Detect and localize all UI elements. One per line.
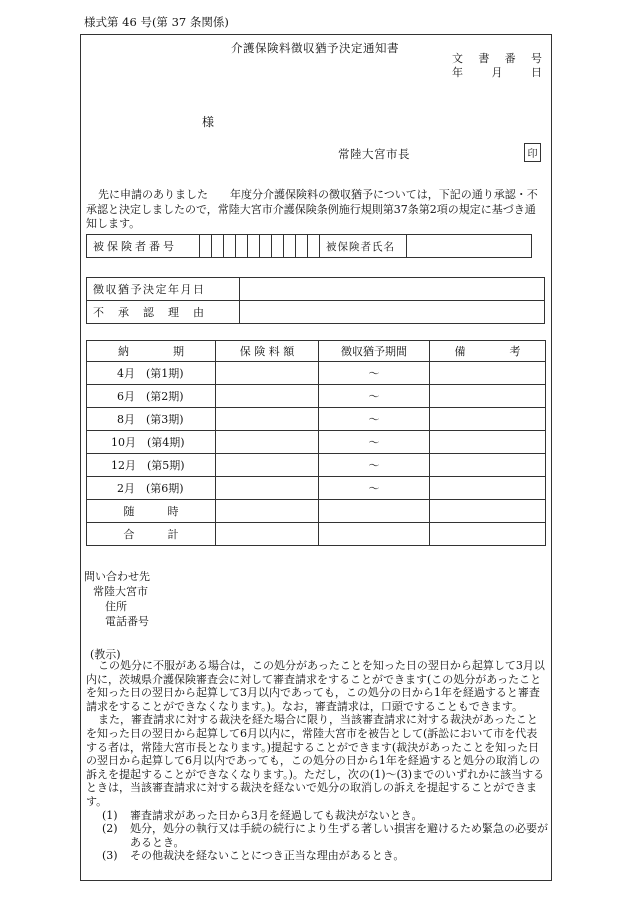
due-period-cell: 10月 (第4期) xyxy=(87,431,216,454)
deferral-period-cell[interactable]: ～ xyxy=(319,408,430,431)
notice-heading: (教示) xyxy=(90,648,121,661)
notice-paragraph: この処分に不服がある場合は，この処分があったことを知った日の翌日から起算して3月以内に，茨城県介護保険審査会に対して審査請求をすることができます(この処分があったことを知った日の翌日から起算して3月以内であっても，この処分の日から1年を経過すると審査請求をすることができなくなります。)。なお，審査請求は，口頭ですることもできます。 xyxy=(86,659,545,713)
remarks-cell[interactable] xyxy=(430,408,546,431)
header-remarks: 備 考 xyxy=(430,341,546,362)
decision-table xyxy=(86,277,545,324)
date-year: 年 xyxy=(452,66,463,79)
table-row xyxy=(87,454,546,477)
table-row xyxy=(87,431,546,454)
date-day: 日 xyxy=(531,66,542,79)
notice-paragraph: また，審査請求に対する裁決を経た場合に限り，当該審査請求に対する裁決があったことを知った日の翌日から起算して6月以内に，常陸大宮市を被告として(訴訟において市を代表する者は，常陸大宮市長となります。)提起することができます(裁決があったことを知った日の翌日から起算して6月以内であっても，この処分の日から1年を経過すると処分の取消しの訴えを提起することができなくなります。)。ただし，次の(1)～(3)までのいずれかに該当するときは，当該審査請求に対する裁決を経ないで処分の取消しの訴えを提起することができます。 xyxy=(86,713,545,808)
notice-item-number: (3) xyxy=(102,849,118,863)
premium-amount-cell[interactable] xyxy=(216,385,319,408)
notice-item xyxy=(86,849,548,863)
inquiry-block xyxy=(84,569,150,629)
table-row xyxy=(87,385,546,408)
remarks-cell[interactable] xyxy=(430,523,546,546)
deferral-period-cell[interactable] xyxy=(319,500,430,523)
remarks-cell[interactable] xyxy=(430,477,546,500)
notice-item-number: (2) xyxy=(102,822,118,836)
insured-number-digit[interactable] xyxy=(224,235,236,258)
notice-item-text: その他裁決を経ないことにつき正当な理由があるとき。 xyxy=(130,849,405,863)
seal-stamp: 印 xyxy=(524,143,541,162)
insured-number-digit[interactable] xyxy=(308,235,320,258)
intro-paragraph: 先に申請のありました 年度分介護保険料の徴収猶予については，下記の通り承認・不承認と決定しましたので，常陸大宮市介護保険条例施行規則第37条第2項の規定に基づき通知します。 xyxy=(86,188,538,230)
insured-number-digit[interactable] xyxy=(272,235,284,258)
inquiry-phone-label: 電話番号 xyxy=(105,615,149,628)
due-period-cell: 8月 (第3期) xyxy=(87,408,216,431)
remarks-cell[interactable] xyxy=(430,385,546,408)
payment-schedule-table xyxy=(86,340,546,546)
remarks-cell[interactable] xyxy=(430,431,546,454)
premium-amount-cell[interactable] xyxy=(216,454,319,477)
notice-body xyxy=(86,659,548,863)
decision-date-field[interactable] xyxy=(240,278,545,301)
inquiry-org: 常陸大宮市 xyxy=(93,585,148,598)
header-due-period: 納 期 xyxy=(87,341,216,362)
decision-date-label: 徴収猶予決定年月日 xyxy=(87,278,240,301)
doc-number-char: 文 xyxy=(452,52,463,65)
premium-amount-cell[interactable] xyxy=(216,431,319,454)
insured-number-digit[interactable] xyxy=(248,235,260,258)
issue-date-label xyxy=(452,64,542,80)
due-period-cell: 4月 (第1期) xyxy=(87,362,216,385)
deferral-period-cell[interactable]: ～ xyxy=(319,431,430,454)
due-period-cell: 6月 (第2期) xyxy=(87,385,216,408)
deferral-period-cell[interactable]: ～ xyxy=(319,385,430,408)
issuer-name: 常陸大宮市長 xyxy=(338,147,410,161)
document-title: 介護保険料徴収猶予決定通知書 xyxy=(231,41,399,55)
occasional-label: 随 時 xyxy=(87,500,216,523)
insured-number-digit[interactable] xyxy=(212,235,224,258)
inquiry-heading: 問い合わせ先 xyxy=(84,570,150,583)
notice-item-text: 審査請求があった日から3月を経過しても裁決がないとき。 xyxy=(130,808,423,822)
insured-name-label: 被保険者氏名 xyxy=(320,235,407,258)
premium-amount-cell[interactable] xyxy=(216,408,319,431)
header-deferral-period: 徴収猶予期間 xyxy=(319,341,430,362)
insured-person-table xyxy=(86,234,532,258)
insured-number-digit[interactable] xyxy=(284,235,296,258)
notice-item-text: 処分，処分の執行又は手続の続行により生ずる著しい損害を避けるため緊急の必要があるとき。 xyxy=(130,822,548,849)
deferral-period-cell[interactable]: ～ xyxy=(319,454,430,477)
table-row xyxy=(87,408,546,431)
due-period-cell: 12月 (第5期) xyxy=(87,454,216,477)
premium-amount-cell[interactable] xyxy=(216,500,319,523)
deferral-period-cell[interactable]: ～ xyxy=(319,477,430,500)
insured-name-field[interactable] xyxy=(407,235,532,258)
date-month: 月 xyxy=(491,66,503,79)
insured-number-label: 被保険者番号 xyxy=(87,235,200,258)
remarks-cell[interactable] xyxy=(430,454,546,477)
deferral-period-cell[interactable]: ～ xyxy=(319,362,430,385)
notice-item-number: (1) xyxy=(102,808,118,822)
premium-amount-cell[interactable] xyxy=(216,523,319,546)
total-label: 合 計 xyxy=(87,523,216,546)
addressee-suffix: 様 xyxy=(202,115,215,129)
premium-amount-cell[interactable] xyxy=(216,362,319,385)
insured-number-digit[interactable] xyxy=(236,235,248,258)
deferral-period-cell[interactable] xyxy=(319,523,430,546)
table-row xyxy=(87,523,546,546)
disapproval-reason-label: 不承認理由 xyxy=(87,301,240,324)
remarks-cell[interactable] xyxy=(430,362,546,385)
table-row xyxy=(87,500,546,523)
doc-number-char: 号 xyxy=(530,52,542,65)
doc-number-char: 書 xyxy=(478,52,490,65)
due-period-cell: 2月 (第6期) xyxy=(87,477,216,500)
notice-item xyxy=(86,809,548,823)
table-row xyxy=(87,362,546,385)
premium-amount-cell[interactable] xyxy=(216,477,319,500)
inquiry-address-label: 住所 xyxy=(105,600,127,613)
disapproval-reason-field[interactable] xyxy=(240,301,545,324)
form-number: 様式第 46 号(第 37 条関係) xyxy=(84,15,229,29)
remarks-cell[interactable] xyxy=(430,500,546,523)
insured-number-digit[interactable] xyxy=(200,235,212,258)
notice-item xyxy=(86,822,548,849)
table-row xyxy=(87,477,546,500)
insured-number-digit[interactable] xyxy=(260,235,272,258)
header-premium-amount: 保 険 料 額 xyxy=(216,341,319,362)
doc-number-char: 番 xyxy=(504,52,516,65)
insured-number-digit[interactable] xyxy=(296,235,308,258)
